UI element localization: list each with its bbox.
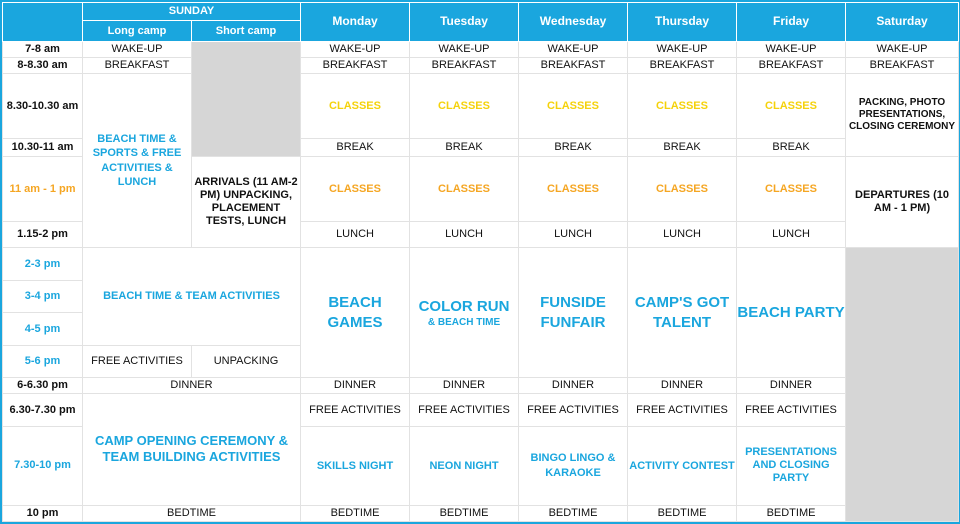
tue-color-run-sub: & BEACH TIME <box>427 316 501 328</box>
header-saturday: Saturday <box>846 3 959 42</box>
mon-classes-midday: CLASSES <box>301 157 410 222</box>
sun-bedtime: BEDTIME <box>83 505 301 521</box>
mon-wakeup: WAKE-UP <box>301 41 410 57</box>
mon-break: BREAK <box>301 138 410 156</box>
tue-breakfast: BREAKFAST <box>410 57 519 73</box>
time-11-1: 11 am - 1 pm <box>3 157 83 222</box>
time-6-630: 6-6.30 pm <box>3 378 83 394</box>
weekly-schedule-table <box>2 2 959 522</box>
header-wednesday: Wednesday <box>519 3 628 42</box>
wed-dinner: DINNER <box>519 378 628 394</box>
fri-beach-party: BEACH PARTY <box>737 248 846 378</box>
corner-cell <box>3 3 83 42</box>
time-2-3: 2-3 pm <box>3 248 83 280</box>
sun-long-beach-sports: BEACH TIME & SPORTS & FREE ACTIVITIES & LUNCH <box>83 73 192 247</box>
wed-funfair: FUNSIDE FUNFAIR <box>519 248 628 378</box>
wed-bedtime: BEDTIME <box>519 505 628 521</box>
time-3-4: 3-4 pm <box>3 280 83 312</box>
mon-dinner: DINNER <box>301 378 410 394</box>
sun-opening: CAMP OPENING CEREMONY & TEAM BUILDING ACTIVITIES <box>83 394 301 506</box>
wed-classes-am: CLASSES <box>519 73 628 138</box>
sun-short-arrivals: ARRIVALS (11 AM-2 PM) UNPACKING, PLACEMENT TESTS, LUNCH <box>192 157 301 248</box>
time-4-5: 4-5 pm <box>3 313 83 345</box>
tue-classes-am: CLASSES <box>410 73 519 138</box>
fri-dinner: DINNER <box>737 378 846 394</box>
sun-dinner: DINNER <box>83 378 301 394</box>
time-7-8: 7-8 am <box>3 41 83 57</box>
wed-free: FREE ACTIVITIES <box>519 394 628 426</box>
time-830-1030: 8.30-10.30 am <box>3 73 83 138</box>
sat-packing: PACKING, PHOTO PRESENTATIONS, CLOSING CEREMONY <box>846 73 959 156</box>
mon-skills-night: SKILLS NIGHT <box>301 426 410 505</box>
sat-wakeup: WAKE-UP <box>846 41 959 57</box>
thu-talent: CAMP'S GOT TALENT <box>628 248 737 378</box>
mon-free: FREE ACTIVITIES <box>301 394 410 426</box>
thu-break: BREAK <box>628 138 737 156</box>
header-friday: Friday <box>737 3 846 42</box>
thu-free: FREE ACTIVITIES <box>628 394 737 426</box>
time-1030-11: 10.30-11 am <box>3 138 83 156</box>
wed-lunch: LUNCH <box>519 221 628 247</box>
sun-long-wakeup: WAKE-UP <box>83 41 192 57</box>
sat-breakfast: BREAKFAST <box>846 57 959 73</box>
thu-classes-am: CLASSES <box>628 73 737 138</box>
thu-activity-contest: ACTIVITY CONTEST <box>628 426 737 505</box>
tue-color-run <box>410 248 519 378</box>
sat-empty <box>846 248 959 522</box>
sun-short-unpacking: UNPACKING <box>192 345 301 377</box>
wed-bingo: BINGO LINGO & KARAOKE <box>519 426 628 505</box>
mon-lunch: LUNCH <box>301 221 410 247</box>
wed-classes-midday: CLASSES <box>519 157 628 222</box>
thu-lunch: LUNCH <box>628 221 737 247</box>
tue-bedtime: BEDTIME <box>410 505 519 521</box>
fri-classes-am: CLASSES <box>737 73 846 138</box>
sun-beach-team: BEACH TIME & TEAM ACTIVITIES <box>83 248 301 345</box>
fri-presentations: PRESENTATIONS AND CLOSING PARTY <box>737 426 846 505</box>
fri-free: FREE ACTIVITIES <box>737 394 846 426</box>
header-tuesday: Tuesday <box>410 3 519 42</box>
mon-breakfast: BREAKFAST <box>301 57 410 73</box>
tue-wakeup: WAKE-UP <box>410 41 519 57</box>
time-730-10: 7.30-10 pm <box>3 426 83 505</box>
fri-break: BREAK <box>737 138 846 156</box>
header-sunday: SUNDAY <box>83 3 301 21</box>
tue-break: BREAK <box>410 138 519 156</box>
time-5-6: 5-6 pm <box>3 345 83 377</box>
tue-classes-midday: CLASSES <box>410 157 519 222</box>
header-short-camp: Short camp <box>192 21 301 41</box>
fri-classes-midday: CLASSES <box>737 157 846 222</box>
sun-long-free: FREE ACTIVITIES <box>83 345 192 377</box>
mon-classes-am: CLASSES <box>301 73 410 138</box>
thu-bedtime: BEDTIME <box>628 505 737 521</box>
tue-neon-night: NEON NIGHT <box>410 426 519 505</box>
sun-short-empty <box>192 41 301 157</box>
thu-dinner: DINNER <box>628 378 737 394</box>
mon-beach-games: BEACH GAMES <box>301 248 410 378</box>
tue-dinner: DINNER <box>410 378 519 394</box>
sun-long-breakfast: BREAKFAST <box>83 57 192 73</box>
sat-departures: DEPARTURES (10 AM - 1 PM) <box>846 157 959 248</box>
time-630-730: 6.30-7.30 pm <box>3 394 83 426</box>
time-10pm: 10 pm <box>3 505 83 521</box>
header-monday: Monday <box>301 3 410 42</box>
thu-wakeup: WAKE-UP <box>628 41 737 57</box>
tue-free: FREE ACTIVITIES <box>410 394 519 426</box>
fri-lunch: LUNCH <box>737 221 846 247</box>
thu-classes-midday: CLASSES <box>628 157 737 222</box>
fri-breakfast: BREAKFAST <box>737 57 846 73</box>
fri-wakeup: WAKE-UP <box>737 41 846 57</box>
wed-breakfast: BREAKFAST <box>519 57 628 73</box>
mon-bedtime: BEDTIME <box>301 505 410 521</box>
time-115-2: 1.15-2 pm <box>3 221 83 247</box>
wed-break: BREAK <box>519 138 628 156</box>
time-8-830: 8-8.30 am <box>3 57 83 73</box>
header-long-camp: Long camp <box>83 21 192 41</box>
wed-wakeup: WAKE-UP <box>519 41 628 57</box>
tue-lunch: LUNCH <box>410 221 519 247</box>
thu-breakfast: BREAKFAST <box>628 57 737 73</box>
tue-color-run-title: COLOR RUN <box>418 298 510 316</box>
header-thursday: Thursday <box>628 3 737 42</box>
fri-bedtime: BEDTIME <box>737 505 846 521</box>
